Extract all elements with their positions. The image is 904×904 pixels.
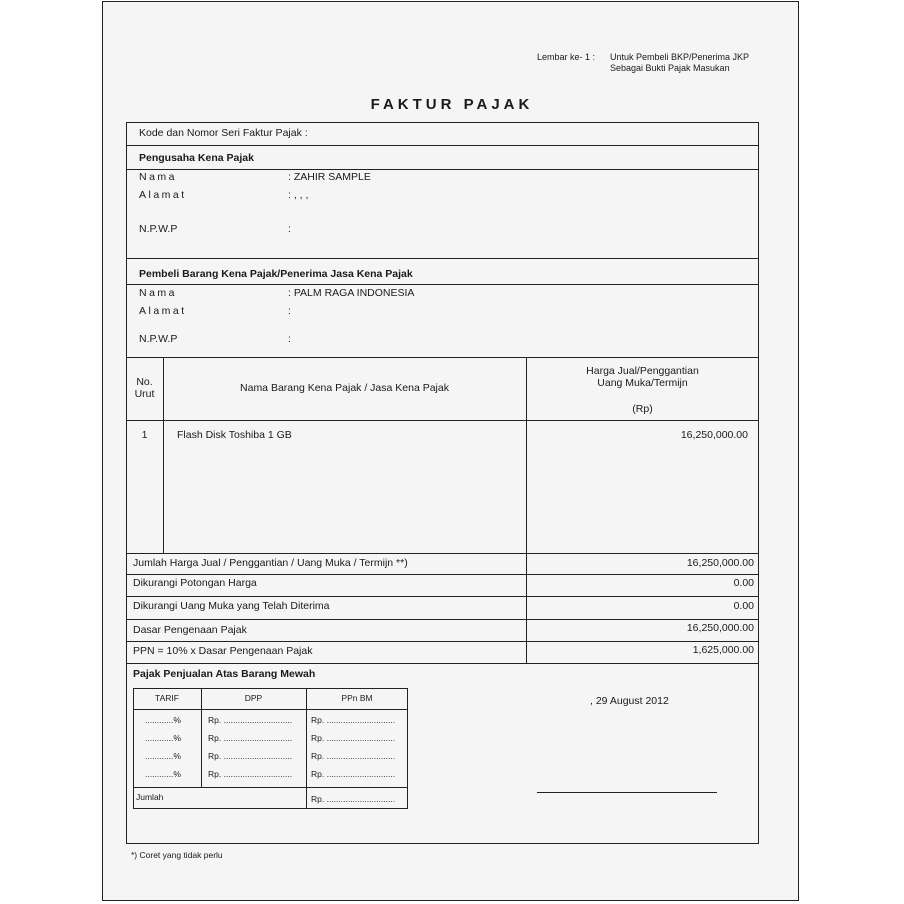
lembar-label: Lembar ke- 1 : bbox=[537, 52, 596, 62]
ppnbm-value-cell: Rp. ............................. bbox=[311, 769, 396, 779]
rule bbox=[126, 553, 759, 554]
ppnbm-value-cell: Rp. ............................. bbox=[311, 751, 396, 761]
pengusaha-npwp-value: : bbox=[288, 223, 291, 235]
col-price-header-2: Uang Muka/Termijn bbox=[597, 377, 688, 389]
rule bbox=[133, 709, 408, 710]
ppnbm-tarif-cell: ............% bbox=[145, 769, 181, 779]
rule bbox=[133, 787, 408, 788]
total-jumlah-label: Jumlah Harga Jual / Penggantian / Uang Muka / Termijn **) bbox=[133, 557, 408, 569]
item-row-name: Flash Disk Toshiba 1 GB bbox=[177, 429, 292, 441]
ppnbm-dpp-cell: Rp. ............................. bbox=[208, 769, 293, 779]
col-no-header-1: No. bbox=[136, 376, 153, 388]
rule bbox=[126, 258, 759, 259]
rule bbox=[126, 574, 759, 575]
pengusaha-nama-value: : ZAHIR SAMPLE bbox=[288, 171, 371, 183]
total-ppn-value: 1,625,000.00 bbox=[692, 644, 754, 656]
rule bbox=[126, 663, 759, 664]
total-uang-muka-value: 0.00 bbox=[733, 600, 754, 612]
ppnbm-col-tarif: TARIF bbox=[155, 693, 179, 703]
rule bbox=[126, 145, 759, 146]
column-divider bbox=[306, 688, 307, 809]
ppnbm-col-dpp: DPP bbox=[244, 693, 263, 703]
pembeli-npwp-value: : bbox=[288, 333, 291, 345]
lembar-line-1: Untuk Pembeli BKP/Penerima JKP bbox=[610, 52, 750, 62]
ppnbm-dpp-cell: Rp. ............................. bbox=[208, 751, 293, 761]
ppnbm-jumlah-label: Jumlah bbox=[136, 792, 164, 802]
total-uang-muka-label: Dikurangi Uang Muka yang Telah Diterima bbox=[133, 600, 330, 612]
kode-seri-label: Kode dan Nomor Seri Faktur Pajak : bbox=[139, 127, 308, 139]
col-price-header-1: Harga Jual/Penggantian bbox=[586, 365, 699, 377]
invoice-date: , 29 August 2012 bbox=[590, 695, 669, 707]
col-name-header: Nama Barang Kena Pajak / Jasa Kena Pajak bbox=[240, 382, 449, 394]
pembeli-npwp-label: N.P.W.P bbox=[139, 333, 178, 345]
rule bbox=[126, 596, 759, 597]
total-potongan-label: Dikurangi Potongan Harga bbox=[133, 577, 257, 589]
pembeli-nama-label: Nama bbox=[139, 287, 178, 299]
ppnbm-dpp-cell: Rp. ............................. bbox=[208, 733, 293, 743]
item-row-no: 1 bbox=[141, 429, 148, 441]
pengusaha-heading: Pengusaha Kena Pajak bbox=[139, 152, 254, 164]
pembeli-alamat-value: : bbox=[288, 305, 291, 317]
pembeli-alamat-label: Alamat bbox=[139, 305, 187, 317]
ppnbm-tarif-cell: ............% bbox=[145, 715, 181, 725]
rule bbox=[126, 619, 759, 620]
rule bbox=[126, 284, 759, 285]
total-dpp-value: 16,250,000.00 bbox=[686, 622, 754, 634]
col-no-header-2: Urut bbox=[134, 388, 155, 400]
rule bbox=[126, 357, 759, 358]
ppnbm-col-ppnbm: PPn BM bbox=[341, 693, 373, 703]
ppnbm-heading: Pajak Penjualan Atas Barang Mewah bbox=[133, 668, 316, 680]
rule bbox=[126, 420, 759, 421]
pengusaha-alamat-value: : , , , bbox=[288, 189, 309, 201]
footnote: *) Coret yang tidak perlu bbox=[131, 850, 223, 860]
total-dpp-label: Dasar Pengenaan Pajak bbox=[133, 624, 247, 636]
total-ppn-label: PPN = 10% x Dasar Pengenaan Pajak bbox=[133, 645, 313, 657]
total-potongan-value: 0.00 bbox=[733, 577, 754, 589]
ppnbm-value-cell: Rp. ............................. bbox=[311, 733, 396, 743]
pengusaha-nama-label: Nama bbox=[139, 171, 178, 183]
col-price-header-3: (Rp) bbox=[632, 403, 653, 415]
ppnbm-jumlah-rp: Rp. ............................. bbox=[311, 794, 396, 804]
ppnbm-dpp-cell: Rp. ............................. bbox=[208, 715, 293, 725]
pembeli-heading: Pembeli Barang Kena Pajak/Penerima Jasa Kena Pajak bbox=[139, 268, 413, 280]
lembar-line-2: Sebagai Bukti Pajak Masukan bbox=[610, 63, 730, 73]
page-title: FAKTUR PAJAK bbox=[370, 96, 534, 113]
signature-line bbox=[537, 792, 717, 793]
item-row-price: 16,250,000.00 bbox=[680, 429, 748, 441]
pengusaha-alamat-label: Alamat bbox=[139, 189, 187, 201]
rule bbox=[126, 641, 759, 642]
pengusaha-npwp-label: N.P.W.P bbox=[139, 223, 178, 235]
ppnbm-tarif-cell: ............% bbox=[145, 733, 181, 743]
total-jumlah-value: 16,250,000.00 bbox=[686, 557, 754, 569]
ppnbm-table bbox=[133, 688, 408, 809]
rule bbox=[126, 169, 759, 170]
ppnbm-tarif-cell: ............% bbox=[145, 751, 181, 761]
ppnbm-value-cell: Rp. ............................. bbox=[311, 715, 396, 725]
pembeli-nama-value: : PALM RAGA INDONESIA bbox=[288, 287, 415, 299]
